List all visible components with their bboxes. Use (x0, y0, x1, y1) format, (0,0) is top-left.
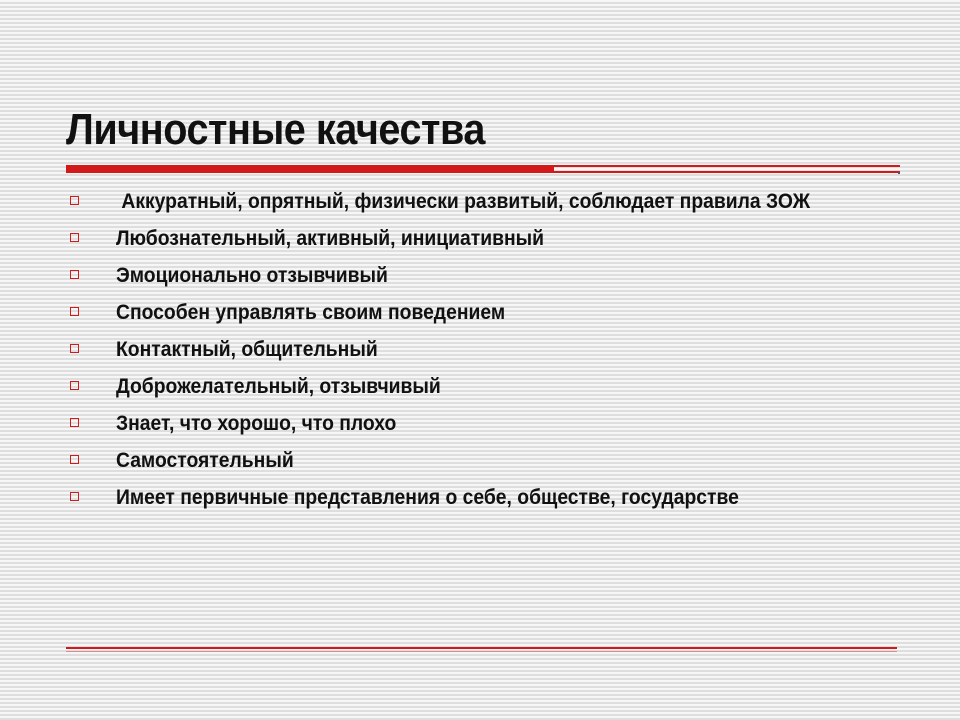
slide-title: Личностные качества (66, 105, 485, 154)
bullet-item (70, 264, 900, 288)
title-underline-thin-bottom (554, 171, 900, 173)
title-underline-thick (66, 165, 554, 173)
bullet-text: Аккуратный, опрятный, физически развитый, соблюдает правила ЗОЖ (116, 190, 811, 213)
bullet-item (70, 301, 900, 325)
bullet-item (70, 338, 900, 362)
hollow-square-bullet-icon (70, 418, 79, 427)
bullet-text: Контактный, общительный (116, 338, 378, 361)
hollow-square-bullet-icon (70, 492, 79, 501)
bullet-text: Самостоятельный (116, 449, 294, 472)
bullet-text: Эмоционально отзывчивый (116, 264, 388, 287)
hollow-square-bullet-icon (70, 381, 79, 390)
bullet-item (70, 375, 900, 399)
bullet-text: Способен управлять своим поведением (116, 301, 506, 324)
title-underline-thin-top (554, 165, 900, 167)
bullet-text: Доброжелательный, отзывчивый (116, 375, 441, 398)
hollow-square-bullet-icon (70, 344, 79, 353)
hollow-square-bullet-icon (70, 196, 79, 205)
hollow-square-bullet-icon (70, 270, 79, 279)
bullet-text: Имеет первичные представления о себе, обществе, государстве (116, 486, 739, 509)
hollow-square-bullet-icon (70, 455, 79, 464)
bullet-item (70, 486, 900, 510)
footer-rule-bottom (66, 651, 897, 652)
bullet-item (70, 449, 900, 473)
hollow-square-bullet-icon (70, 307, 79, 316)
hollow-square-bullet-icon (70, 233, 79, 242)
bullet-item (70, 412, 900, 436)
bullet-item (70, 190, 900, 214)
footer-rule-top (66, 647, 897, 649)
corner-mark (898, 172, 900, 174)
bullet-text: Любознательный, активный, инициативный (116, 227, 545, 250)
bullet-text: Знает, что хорошо, что плохо (116, 412, 397, 435)
bullet-item (70, 227, 900, 251)
bullet-list (70, 190, 900, 510)
